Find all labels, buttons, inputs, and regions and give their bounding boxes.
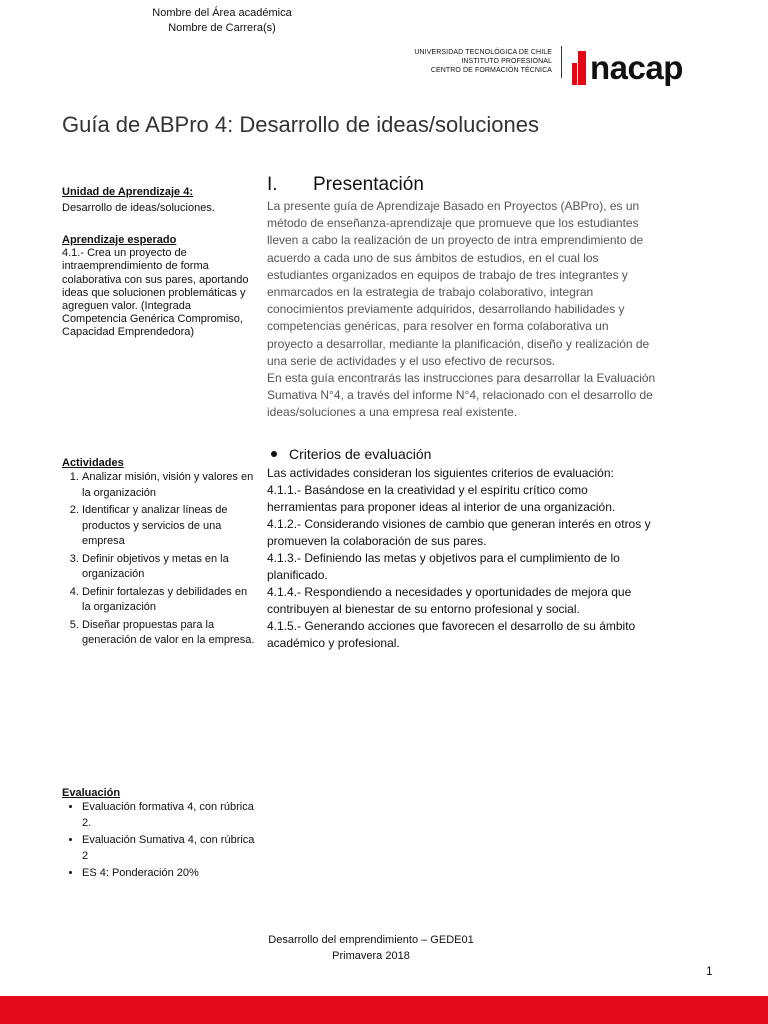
- page-number: 1: [706, 964, 713, 978]
- list-item: 4. Definir fortalezas y debilidades en la organización: [82, 585, 258, 616]
- presentacion-paragraph: La presente guía de Aprendizaje Basado en Proyectos (ABPro), es un método de enseñanza-aprendizaje que promueve que los estudiantes lleven a cabo la realización de un proyecto de intra emprendimiento de acuerdo a cada uno de sus ámbitos de estudios, en el cual los estudiantes organizados en equipos de trabajo de tres integrantes y enmarcados en la estrategia de trabajo colaborativo, integran conocimientos previamente adquiridos, desarrollando habilidades y competencias genéricas, para resolver en forma colaborativa un proyecto a desarrollar, mediante la planificación, diseño y realización de una serie de actividades y el uso efectivo de recursos.: [267, 199, 650, 368]
- criterio-item: 4.1.5.- Generando acciones que favorecen el desarrollo de su ámbito académico y profesional.: [267, 619, 636, 650]
- list-item: 1. Analizar misión, visión y valores en la organización: [82, 470, 258, 501]
- academic-header: [130, 6, 314, 36]
- logo-text: nacap: [590, 49, 683, 86]
- evaluacion-heading: Evaluación: [62, 787, 121, 799]
- list-item: 5. Diseñar propuestas para la generación de valor en la empresa.: [82, 618, 258, 649]
- criterio-item: 4.1.3.- Definiendo las metas y objetivos para el cumplimiento de lo planificado.: [267, 551, 620, 582]
- criterio-item: 4.1.1.- Basándose en la creatividad y el espíritu crítico como herramientas para proponer ideas al interior de una organización.: [267, 483, 616, 514]
- actividades-list: [62, 470, 258, 649]
- criterio-item: 4.1.2.- Considerando visiones de cambio que generan interés en otros y promueven la colaboración de sus pares.: [267, 517, 651, 548]
- list-item: • ES 4: Ponderación 20%: [82, 866, 258, 882]
- logo-divider: [561, 46, 562, 78]
- section-number: I.: [267, 174, 278, 195]
- actividades-heading: Actividades: [62, 457, 124, 469]
- page-footer: [248, 932, 494, 964]
- presentacion-section: [267, 174, 657, 422]
- area-name: Nombre del Área académica: [152, 7, 292, 19]
- course-name: Desarrollo del emprendimiento – GEDE01: [268, 934, 474, 946]
- list-item: 2. Identificar y analizar líneas de productos y servicios de una empresa: [82, 503, 258, 550]
- page-title: Guía de ABPro 4: Desarrollo de ideas/soluciones: [62, 112, 539, 137]
- inacap-logo: [572, 50, 683, 86]
- unidad-heading: Unidad de Aprendizaje 4:: [62, 186, 194, 198]
- footer-red-bar: [0, 996, 768, 1024]
- section-title: Presentación: [313, 174, 424, 195]
- list-item: 3. Definir objetivos y metas en la organización: [82, 552, 258, 583]
- actividades-block: [62, 457, 258, 651]
- evaluacion-list: [62, 800, 258, 882]
- criterios-heading: [267, 446, 657, 462]
- list-item: • Evaluación Sumativa 4, con rúbrica 2: [82, 833, 258, 864]
- unidad-block: [62, 186, 258, 215]
- logo-mark-icon: [572, 51, 586, 85]
- criterio-item: 4.1.4.- Respondiendo a necesidades y oportunidades de mejora que contribuyen al bienestar de su entorno profesional y social.: [267, 585, 632, 616]
- evaluacion-block: [62, 787, 258, 884]
- aprendizaje-block: [62, 234, 258, 340]
- list-item: • Evaluación formativa 4, con rúbrica 2.: [82, 800, 258, 831]
- institution-line: CENTRO DE FORMACIÓN TÉCNICA: [430, 67, 552, 74]
- criterios-title: Criterios de evaluación: [289, 446, 432, 462]
- criterios-section: [267, 446, 657, 652]
- section-heading: [267, 174, 657, 196]
- bullet-icon: [271, 451, 277, 457]
- institution-block: [380, 48, 552, 75]
- unidad-text: Desarrollo de ideas/soluciones.: [62, 202, 215, 215]
- institution-line: INSTITUTO PROFESIONAL: [461, 58, 552, 65]
- term: Primavera 2018: [332, 950, 410, 962]
- criterios-intro: Las actividades consideran los siguientes criterios de evaluación:: [267, 466, 614, 480]
- career-name: Nombre de Carrera(s): [168, 22, 276, 34]
- institution-line: UNIVERSIDAD TECNOLÓGICA DE CHILE: [414, 49, 552, 56]
- presentacion-paragraph-2: En esta guía encontrarás las instrucciones para desarrollar la Evaluación Sumativa N°4, a través del informe N°4, relacionado con el desarrollo de ideas/soluciones a una empresa real existente.: [267, 371, 656, 420]
- aprendizaje-text: 4.1.- Crea un proyecto de intraemprendimiento de forma colaborativa con sus pares, aportando ideas que solucionen problemáticas y agreguen valor. (Integrada Competencia Genérica Compromiso, Capacidad Emprendedora): [62, 247, 249, 339]
- aprendizaje-heading: Aprendizaje esperado: [62, 234, 177, 246]
